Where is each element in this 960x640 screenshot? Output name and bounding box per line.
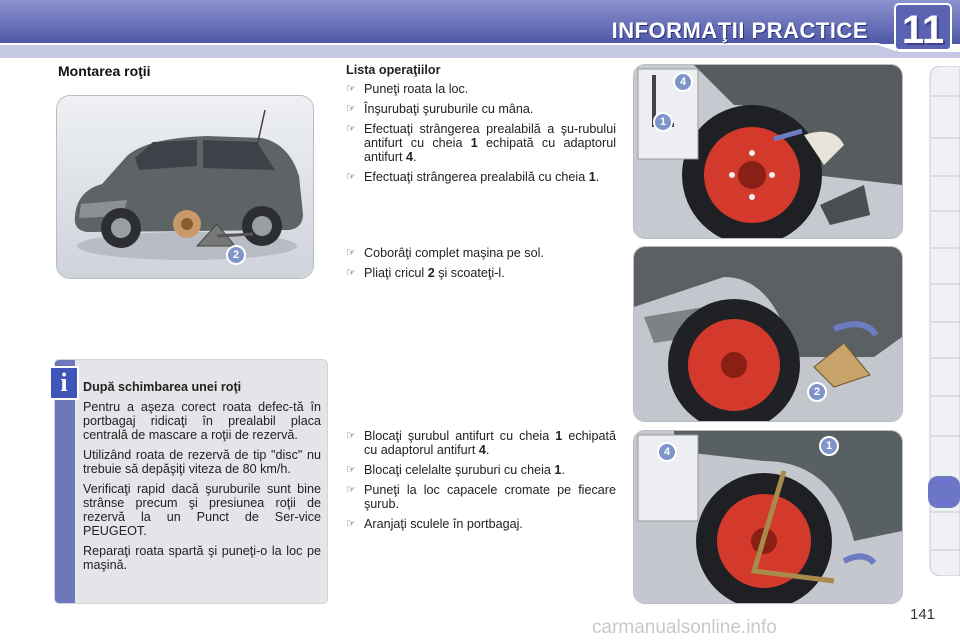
callout-label: 4 <box>679 76 687 88</box>
pointing-hand-icon: ☞ <box>346 430 356 442</box>
list-item: ☞ Pliaţi cricul 2 şi scoateţi-l. <box>346 266 505 280</box>
list-item: ☞ Puneţi roata la loc. <box>346 82 469 96</box>
page-number: 141 <box>910 606 936 623</box>
pointing-hand-icon: ☞ <box>346 518 356 530</box>
pointing-hand-icon: ☞ <box>346 171 356 183</box>
operations-list-3 <box>346 429 616 537</box>
operations-list-1 <box>346 63 616 190</box>
list-item: ☞ Coborâţi complet maşina pe sol. <box>346 246 544 260</box>
section-title: Montarea roţii <box>58 63 151 79</box>
car-jack-illustration <box>56 95 314 279</box>
chapter-number: 11 <box>901 8 945 52</box>
info-paragraph: Utilizând roata de rezervă de tip "disc" nu trebuie să depăşiţi viteza de 80 km/h. <box>83 448 321 476</box>
info-paragraph: Verificaţi rapid dacă şuruburile sunt bine strânse precum şi presiunea roţii de rezervă la un Punct de Ser-vice PEUGEOT. <box>83 482 321 538</box>
list-item: ☞ Aranjaţi sculele în portbagaj. <box>346 517 523 531</box>
wheel-fitting-illustration <box>633 64 903 239</box>
list-item: ☞ Înşurubaţi şuruburile cu mâna. <box>346 102 534 116</box>
list-item: ☞ Blocaţi şurubul antifurt cu cheia 1 echipată cu adaptorul antifurt 4. <box>346 429 616 457</box>
pointing-hand-icon: ☞ <box>346 267 356 279</box>
operations-list-2 <box>346 246 616 286</box>
callout-label: 1 <box>825 440 833 452</box>
header-title: INFORMAŢII PRACTICE <box>611 18 868 43</box>
info-heading: După schimbarea unei roţi <box>83 380 242 394</box>
jack-removal-illustration <box>633 246 903 422</box>
watermark: carmanualsonline.info <box>592 617 777 638</box>
pointing-hand-icon: ☞ <box>346 123 356 135</box>
list-item: ☞ Blocaţi celelalte şuruburi cu cheia 1. <box>346 463 565 477</box>
pointing-hand-icon: ☞ <box>346 83 356 95</box>
list-item: ☞ Puneţi la loc capacele cromate pe fiecare şurub. <box>346 483 616 511</box>
list-item: ☞ Efectuaţi strângerea prealabilă a şu-rubului antifurt cu cheia 1 echipată cu adaptorul antifurt 4. <box>346 122 616 164</box>
callout-label: 4 <box>663 446 671 458</box>
pointing-hand-icon: ☞ <box>346 247 356 259</box>
info-box <box>55 360 327 603</box>
operations-heading: Lista operaţiilor <box>346 63 441 77</box>
info-icon: i <box>49 366 79 400</box>
callout-label: 1 <box>659 116 667 128</box>
pointing-hand-icon: ☞ <box>346 484 356 496</box>
callout-label: 2 <box>813 386 821 398</box>
list-item: ☞ Efectuaţi strângerea prealabilă cu cheia 1. <box>346 170 600 184</box>
callout-label: 2 <box>232 249 240 261</box>
info-body <box>83 380 321 578</box>
pointing-hand-icon: ☞ <box>346 464 356 476</box>
wheel-tightening-illustration <box>633 430 903 604</box>
info-paragraph: Reparaţi roata spartă şi puneţi-o la loc pe maşină. <box>83 544 321 572</box>
chapter-tab-rail <box>928 66 960 576</box>
info-paragraph: Pentru a aşeza corect roata defec-tă în portbagaj ridicaţi în prealabil placa centrală de mascare a roţii de rezervă. <box>83 400 321 442</box>
pointing-hand-icon: ☞ <box>346 103 356 115</box>
